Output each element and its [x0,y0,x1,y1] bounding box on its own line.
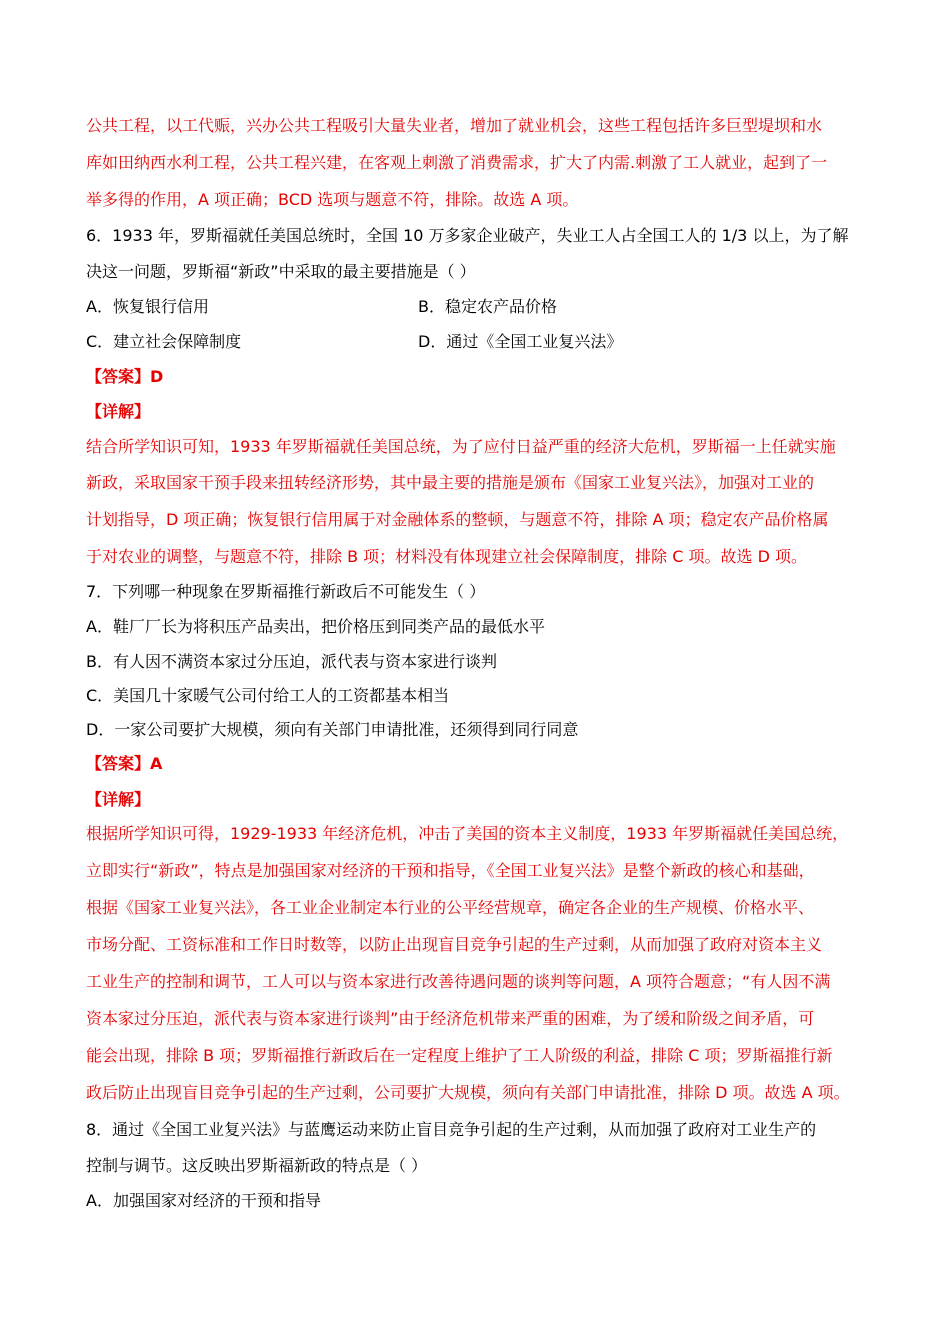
q6-stem-line-2: 决这一问题，罗斯福“新政”中采取的最主要措施是（ ） [86,262,476,281]
q7-explanation-line-7: 能会出现，排除 B 项；罗斯福推行新政后在一定程度上维护了工人阶级的利益，排除 C 项；罗斯福推行新 [86,1046,833,1065]
q6-option-b: B．稳定农产品价格 [418,297,557,316]
q5-explanation-line-2: 库如田纳西水利工程，公共工程兴建，在客观上刺激了消费需求，扩大了内需.刺激了工人就业，起到了一 [86,153,828,172]
q7-answer: 【答案】A [86,754,163,773]
q5-explanation-line-1: 公共工程，以工代赈，兴办公共工程吸引大量失业者，增加了就业机会，这些工程包括许多巨型堤坝和水 [86,116,823,135]
q6-stem-line-1: 6．1933 年，罗斯福就任美国总统时，全国 10 万多家企业破产，失业工人占全国工人的 1/3 以上，为了解 [86,226,849,245]
q6-option-c: C．建立社会保障制度 [86,332,242,351]
q7-explanation-line-3: 根据《国家工业复兴法》，各工业企业制定本行业的公平经营规章，确定各企业的生产规模、价格水平、 [86,898,815,917]
q6-explanation-line-2: 新政，采取国家干预手段来扭转经济形势，其中最主要的措施是颁布《国家工业复兴法》，加强对工业的 [86,473,815,492]
q7-detail-label: 【详解】 [86,790,151,809]
q8-stem-line-1: 8．通过《全国工业复兴法》与蓝鹰运动来防止盲目竞争引起的生产过剩，从而加强了政府对工业生产的 [86,1120,817,1139]
q7-option-d: D．一家公司要扩大规模，须向有关部门申请批准，还须得到同行同意 [86,720,579,739]
q6-detail-label: 【详解】 [86,402,151,421]
q6-explanation-line-4: 于对农业的调整，与题意不符，排除 B 项；材料没有体现建立社会保障制度，排除 C 项。故选 D 项。 [86,547,807,566]
q7-option-b: B．有人因不满资本家过分压迫，派代表与资本家进行谈判 [86,652,497,671]
q7-explanation-line-4: 市场分配、工资标准和工作日时数等，以防止出现盲目竞争引起的生产过剩，从而加强了政府对资本主义 [86,935,823,954]
q8-stem-line-2: 控制与调节。这反映出罗斯福新政的特点是（ ） [86,1156,428,1175]
q5-explanation-line-3: 举多得的作用，A 项正确；BCD 选项与题意不符，排除。故选 A 项。 [86,190,579,209]
q6-option-a: A．恢复银行信用 [86,297,209,316]
q7-stem: 7．下列哪一种现象在罗斯福推行新政后不可能发生（ ） [86,582,486,601]
q8-option-a: A．加强国家对经济的干预和指导 [86,1191,321,1210]
q6-answer: 【答案】D [86,367,164,386]
q7-explanation-line-5: 工业生产的控制和调节，工人可以与资本家进行改善待遇问题的谈判等问题，A 项符合题意；“有人因不满 [86,972,831,991]
q7-explanation-line-6: 资本家过分压迫，派代表与资本家进行谈判”由于经济危机带来严重的困难，为了缓和阶级之间矛盾，可 [86,1009,815,1028]
q7-explanation-line-1: 根据所学知识可得，1929-1933 年经济危机，冲击了美国的资本主义制度，1933 年罗斯福就任美国总统， [86,824,849,843]
q7-option-c: C．美国几十家暖气公司付给工人的工资都基本相当 [86,686,450,705]
q6-option-d: D．通过《全国工业复兴法》 [418,332,623,351]
q7-explanation-line-8: 政后防止出现盲目竞争引起的生产过剩，公司要扩大规模，须向有关部门申请批准，排除 D 项。故选 A 项。 [86,1083,850,1102]
q7-explanation-line-2: 立即实行“新政”，特点是加强国家对经济的干预和指导，《全国工业复兴法》是整个新政的核心和基础， [86,861,815,880]
q6-explanation-line-3: 计划指导，D 项正确；恢复银行信用属于对金融体系的整顿，与题意不符，排除 A 项；稳定农产品价格属 [86,510,829,529]
q7-option-a: A．鞋厂厂长为将积压产品卖出，把价格压到同类产品的最低水平 [86,617,545,636]
q6-explanation-line-1: 结合所学知识可知，1933 年罗斯福就任美国总统，为了应付日益严重的经济大危机，罗斯福一上任就实施 [86,437,836,456]
